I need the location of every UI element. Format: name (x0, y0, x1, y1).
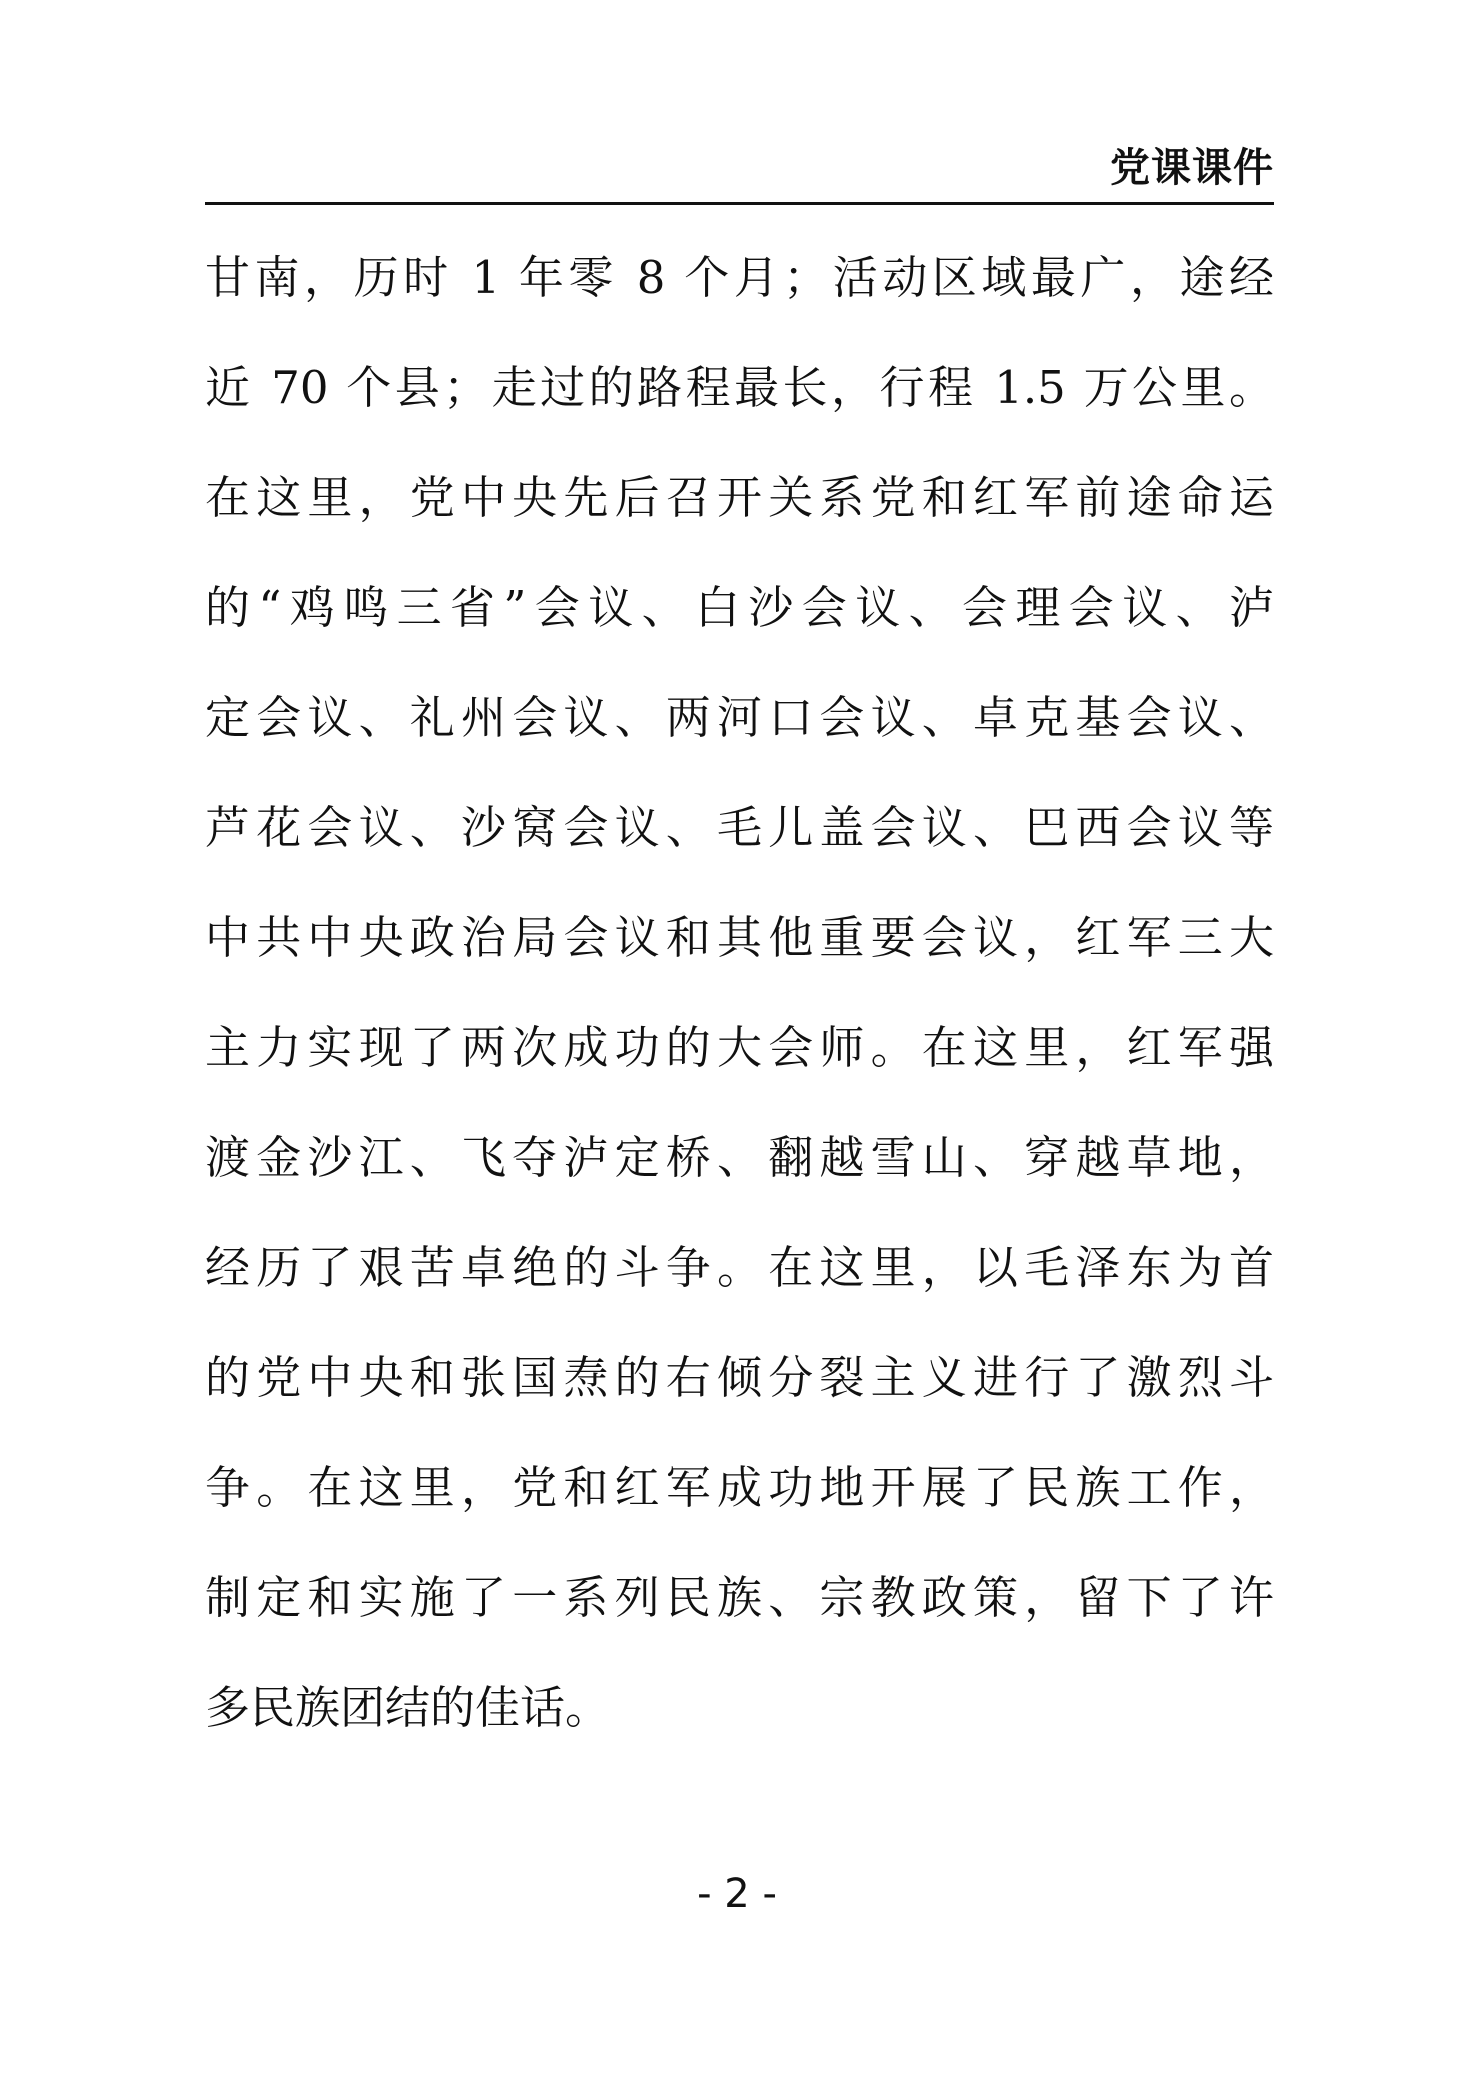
text-line: 的“鸡鸣三省”会议、白沙会议、会理会议、泸 (205, 581, 1274, 634)
text-line: 的党中央和张国焘的右倾分裂主义进行了激烈斗 (205, 1351, 1274, 1404)
text-line: 制定和实施了一系列民族、宗教政策，留下了许 (205, 1571, 1274, 1624)
header-title: 党课课件 (1110, 145, 1274, 191)
text-line: 芦花会议、沙窝会议、毛儿盖会议、巴西会议等 (205, 801, 1274, 854)
text-line: 甘南，历时 1 年零 8 个月；活动区域最广，途经 (205, 251, 1274, 304)
text-line: 近 70 个县；走过的路程最长，行程 1.5 万公里。 (205, 361, 1274, 414)
text-line: 在这里，党中央先后召开关系党和红军前途命运 (205, 471, 1274, 524)
body-text (205, 240, 1274, 1780)
page-number: - 2 - (697, 1871, 777, 1917)
text-line: 经历了艰苦卓绝的斗争。在这里，以毛泽东为首 (205, 1241, 1274, 1294)
text-line: 争。在这里，党和红军成功地开展了民族工作， (205, 1461, 1274, 1514)
page-header (205, 140, 1274, 205)
text-line: 中共中央政治局会议和其他重要会议，红军三大 (205, 911, 1274, 964)
text-line: 渡金沙江、飞夺泸定桥、翻越雪山、穿越草地， (205, 1131, 1274, 1184)
text-line: 多民族团结的佳话。 (205, 1681, 611, 1734)
text-line: 主力实现了两次成功的大会师。在这里，红军强 (205, 1021, 1274, 1074)
text-line: 定会议、礼州会议、两河口会议、卓克基会议、 (205, 691, 1274, 744)
